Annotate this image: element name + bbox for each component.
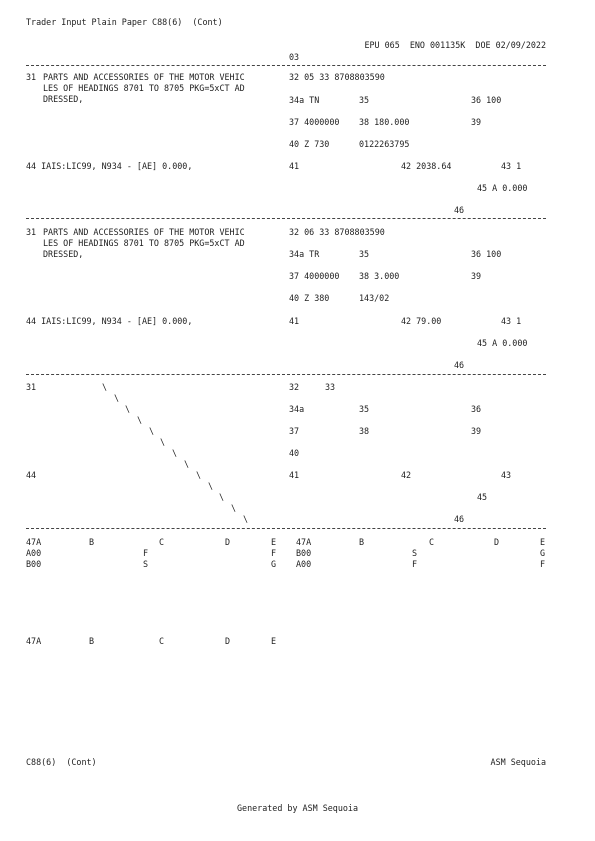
cancel-slash-mark: \ — [172, 448, 178, 458]
declaration-reference: EPU 065 ENO 001135K DOE 02/09/2022 — [364, 40, 546, 50]
tax-value: F — [143, 548, 149, 558]
box-43: 43 1 — [501, 316, 522, 326]
tax-column-e: E — [271, 636, 277, 646]
box-44: 44 IAIS:LIC99, N934 - [AE] 0.000, — [26, 161, 193, 171]
tax-column-b: B — [89, 636, 95, 646]
tax-column-b: B — [89, 537, 95, 547]
box-46: 46 — [454, 205, 465, 215]
cancel-slash-mark: \ — [208, 481, 214, 491]
box-39: 39 — [471, 426, 482, 436]
box-31-label: 31 — [26, 72, 37, 82]
tax-value: F — [540, 559, 546, 569]
box-42: 42 2038.64 — [401, 161, 452, 171]
goods-description-line: DRESSED, — [43, 249, 84, 259]
goods-description-line: LES OF HEADINGS 8701 TO 8705 PKG=5xCT AD — [43, 238, 245, 248]
box-44: 44 IAIS:LIC99, N934 - [AE] 0.000, — [26, 316, 193, 326]
box-42: 42 79.00 — [401, 316, 442, 326]
box-34a: 34a TR — [289, 249, 320, 259]
box-32-commodity: 32 06 33 8708803590 — [289, 227, 385, 237]
cancel-slash-mark: \ — [149, 426, 155, 436]
box-47a-label: 47A — [296, 537, 312, 547]
goods-description-line: PARTS AND ACCESSORIES OF THE MOTOR VEHIC — [43, 227, 245, 237]
box-38: 38 180.000 — [359, 117, 410, 127]
divider — [26, 65, 546, 66]
box-35: 35 — [359, 95, 370, 105]
box-3: 03 — [289, 52, 300, 62]
box-45: 45 A 0.000 — [477, 183, 528, 193]
footer-vendor: ASM Sequoia — [490, 757, 546, 767]
box-40: 40 — [289, 448, 300, 458]
cancel-slash-mark: \ — [243, 514, 249, 524]
cancel-slash-mark: \ — [184, 459, 190, 469]
cancel-slash-mark: \ — [219, 492, 225, 502]
goods-description-line: DRESSED, — [43, 94, 84, 104]
box-38: 38 3.000 — [359, 271, 400, 281]
box-46: 46 — [454, 514, 465, 524]
tax-value: F — [412, 559, 418, 569]
box-41: 41 — [289, 316, 300, 326]
box-36: 36 — [471, 404, 482, 414]
box-45: 45 — [477, 492, 488, 502]
goods-description-line: LES OF HEADINGS 8701 TO 8705 PKG=5xCT AD — [43, 83, 245, 93]
box-42: 42 — [401, 470, 412, 480]
tax-column-d: D — [225, 537, 231, 547]
box-46: 46 — [454, 360, 465, 370]
tax-type-code: B00 — [26, 559, 42, 569]
box-34a: 34a TN — [289, 95, 320, 105]
tax-column-d: D — [494, 537, 500, 547]
box-43: 43 1 — [501, 161, 522, 171]
footer-form-name: C88(6) (Cont) — [26, 757, 97, 767]
box-43: 43 — [501, 470, 512, 480]
divider — [26, 528, 546, 529]
box-31-label: 31 — [26, 227, 37, 237]
box-40-value: 0122263795 — [359, 139, 410, 149]
box-33: 33 — [325, 382, 336, 392]
tax-type-code: A00 — [26, 548, 42, 558]
box-37: 37 4000000 — [289, 271, 340, 281]
form-title: Trader Input Plain Paper C88(6) (Cont) — [26, 17, 223, 27]
cancel-slash-mark: \ — [102, 382, 108, 392]
box-37: 37 4000000 — [289, 117, 340, 127]
box-38: 38 — [359, 426, 370, 436]
tax-value: G — [271, 559, 277, 569]
tax-column-b: B — [359, 537, 365, 547]
tax-value: S — [412, 548, 418, 558]
cancel-slash-mark: \ — [160, 437, 166, 447]
box-47a-label: 47A — [26, 636, 42, 646]
goods-description-line: PARTS AND ACCESSORIES OF THE MOTOR VEHIC — [43, 72, 245, 82]
tax-value: G — [540, 548, 546, 558]
tax-column-c: C — [429, 537, 435, 547]
box-40: 40 Z 730 — [289, 139, 330, 149]
tax-type-code: A00 — [296, 559, 312, 569]
box-39: 39 — [471, 271, 482, 281]
box-39: 39 — [471, 117, 482, 127]
box-47a-label: 47A — [26, 537, 42, 547]
cancel-slash-mark: \ — [196, 470, 202, 480]
box-44: 44 — [26, 470, 37, 480]
box-31-label: 31 — [26, 382, 37, 392]
cancel-slash-mark: \ — [114, 393, 120, 403]
cancel-slash-mark: \ — [137, 415, 143, 425]
box-32: 32 — [289, 382, 300, 392]
box-36: 36 100 — [471, 95, 502, 105]
box-40: 40 Z 380 — [289, 293, 330, 303]
divider — [26, 374, 546, 375]
box-41: 41 — [289, 161, 300, 171]
tax-type-code: B00 — [296, 548, 312, 558]
divider — [26, 218, 546, 219]
tax-column-c: C — [159, 537, 165, 547]
cancel-slash-mark: \ — [231, 503, 237, 513]
box-34a: 34a — [289, 404, 305, 414]
box-37: 37 — [289, 426, 300, 436]
box-40-value: 143/02 — [359, 293, 390, 303]
tax-value: F — [271, 548, 277, 558]
box-35: 35 — [359, 404, 370, 414]
box-35: 35 — [359, 249, 370, 259]
box-32-commodity: 32 05 33 8708803590 — [289, 72, 385, 82]
tax-value: S — [143, 559, 149, 569]
generated-by-note: Generated by ASM Sequoia — [236, 803, 358, 813]
tax-column-e: E — [540, 537, 546, 547]
tax-column-d: D — [225, 636, 231, 646]
box-41: 41 — [289, 470, 300, 480]
tax-column-c: C — [159, 636, 165, 646]
box-45: 45 A 0.000 — [477, 338, 528, 348]
tax-column-e: E — [271, 537, 277, 547]
cancel-slash-mark: \ — [125, 404, 131, 414]
box-36: 36 100 — [471, 249, 502, 259]
